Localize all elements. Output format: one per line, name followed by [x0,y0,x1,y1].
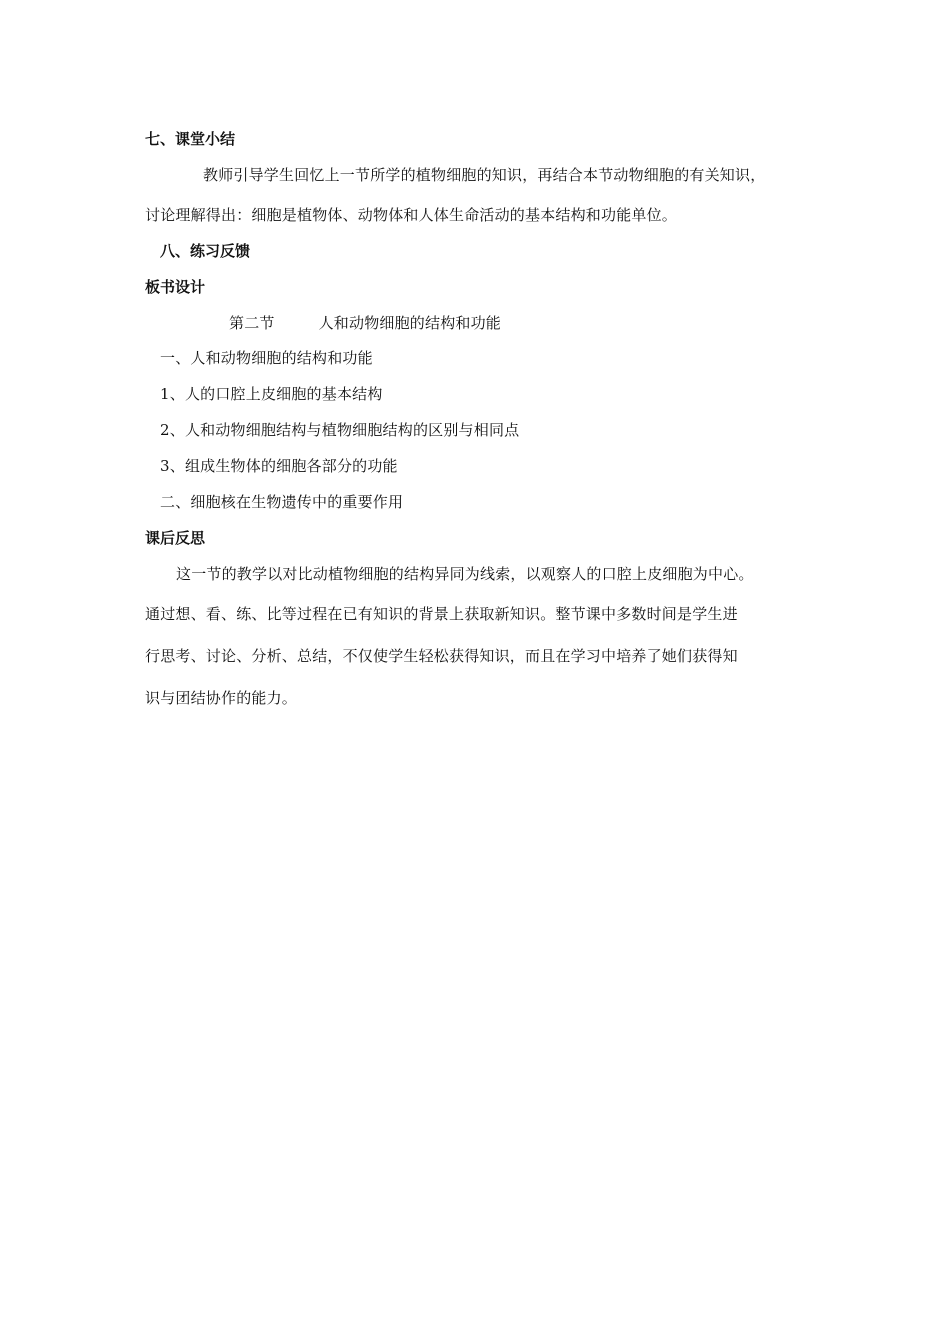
board-section-title: 人和动物细胞的结构和功能 [318,314,502,332]
board-item: 二、细胞核在生物遗传中的重要作用 [160,493,404,511]
reflection-heading: 课后反思 [145,529,206,547]
board-section-label: 第二节 [229,314,275,332]
reflection-line-2: 通过想、看、练、比等过程在已有知识的背景上获取新知识。整节课中多数时间是学生进 [145,605,738,623]
board-item: 一、人和动物细胞的结构和功能 [160,349,373,367]
reflection-line-3: 行思考、讨论、分析、总结，不仅使学生轻松获得知识，而且在学习中培养了她们获得知 [145,647,738,665]
board-item: 1、人的口腔上皮细胞的基本结构 [160,385,383,403]
summary-heading: 七、课堂小结 [145,130,236,148]
board-item: 3、组成生物体的细胞各部分的功能 [160,457,398,475]
board-section-title-line [229,313,501,333]
practice-heading: 八、练习反馈 [160,242,251,260]
reflection-line-1: 这一节的教学以对比动植物细胞的结构异同为线索，以观察人的口腔上皮细胞为中心。 [176,565,754,583]
board-design-heading: 板书设计 [145,278,206,296]
board-item: 2、人和动物细胞结构与植物细胞结构的区别与相同点 [160,421,520,439]
reflection-line-4: 识与团结协作的能力。 [145,689,298,707]
summary-paragraph-line-1: 教师引导学生回忆上一节所学的植物细胞的知识，再结合本节动物细胞的有关知识， [203,166,766,184]
summary-paragraph-line-2: 讨论理解得出：细胞是植物体、动物体和人体生命活动的基本结构和功能单位。 [145,206,678,224]
